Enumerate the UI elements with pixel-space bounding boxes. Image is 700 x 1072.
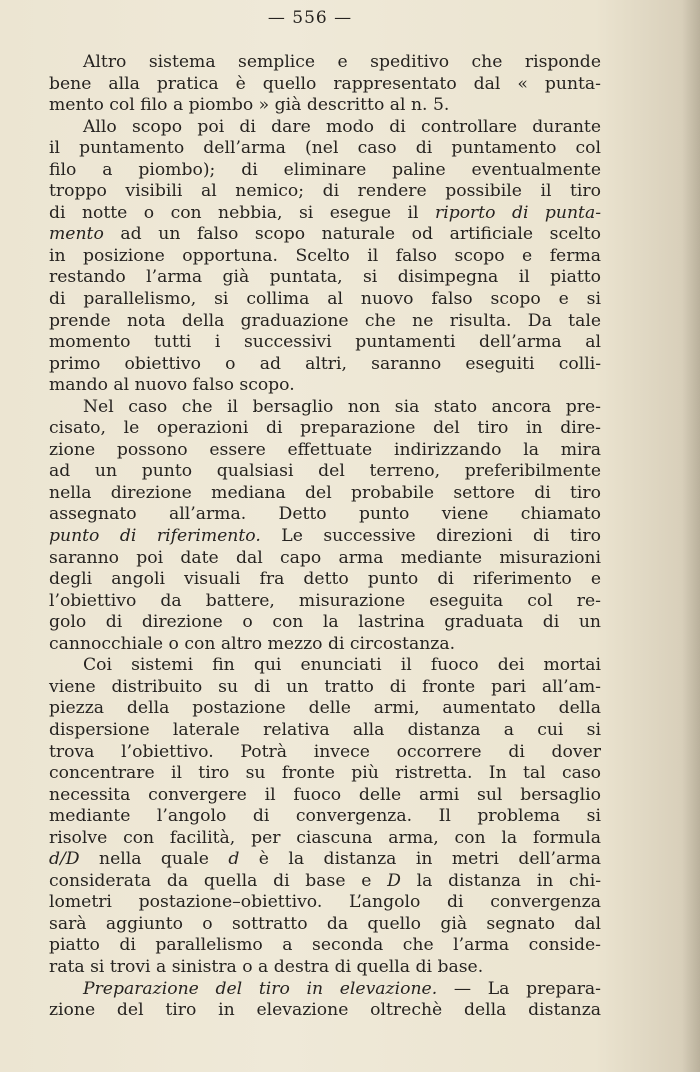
text-line: bene alla pratica è quello rappresentato dal « punta- xyxy=(49,73,601,94)
text-line: dispersione laterale relativa alla distanza a cui si xyxy=(49,719,601,740)
text-line: d/D nella quale d è la distanza in metri dell’arma xyxy=(49,849,601,870)
text-line: in posizione opportuna. Scelto il falso scopo e ferma xyxy=(49,245,601,266)
text-line: filo a piombo); di eliminare paline eventualmente xyxy=(49,159,601,180)
text-line: nella direzione mediana del probabile settore di tiro xyxy=(49,482,601,503)
page-number: — 556 — xyxy=(267,8,353,28)
text-line: zione del tiro in elevazione oltrechè della distanza xyxy=(49,1000,601,1021)
text-line: momento tutti i successivi puntamenti dell’arma al xyxy=(49,332,601,353)
paragraph xyxy=(49,979,601,1022)
text-line: concentrare il tiro su fronte più ristretta. In tal caso xyxy=(49,763,601,784)
text-line: zione possono essere effettuate indirizzando la mira xyxy=(49,439,601,460)
text-line: il puntamento dell’arma (nel caso di puntamento col xyxy=(49,138,601,159)
text-line: viene distribuito su di un tratto di fronte pari all’am- xyxy=(49,676,601,697)
text-line: assegnato all’arma. Detto punto viene chiamato xyxy=(49,504,601,525)
text-line: ad un punto qualsiasi del terreno, preferibilmente xyxy=(49,461,601,482)
text-line: degli angoli visuali fra detto punto di riferimento e xyxy=(49,569,601,590)
text-line: restando l’arma già puntata, si disimpegna il piatto xyxy=(49,267,601,288)
text-line: prende nota della graduazione che ne risulta. Da tale xyxy=(49,310,601,331)
text-line: primo obiettivo o ad altri, saranno eseguiti colli- xyxy=(49,353,601,374)
text-line: considerata da quella di base e D la distanza in chi- xyxy=(49,870,601,891)
formula-term: d/D xyxy=(49,849,80,870)
text-line: Nel caso che il bersaglio non sia stato ancora pre- xyxy=(83,396,601,417)
paragraph xyxy=(49,117,601,397)
text-line: Allo scopo poi di dare modo di controllare durante xyxy=(83,116,601,137)
body-text xyxy=(49,52,601,1022)
paragraph xyxy=(49,655,601,978)
section-heading: Preparazione del tiro in elevazione. xyxy=(83,978,438,999)
text-line: piatto di parallelismo a seconda che l’arma conside- xyxy=(49,935,601,956)
text-line: troppo visibili al nemico; di rendere possibile il tiro xyxy=(49,181,601,202)
text-line: piezza della postazione delle armi, aumentato della xyxy=(49,698,601,719)
formula-term: D xyxy=(387,870,401,891)
text-line: trova l’obiettivo. Potrà invece occorrere di dover xyxy=(49,741,601,762)
paragraph xyxy=(49,52,601,117)
text-line: di notte o con nebbia, si esegue il riporto di punta- xyxy=(49,202,601,223)
text-line: sarà aggiunto o sottratto da quello già segnato dal xyxy=(49,913,601,934)
text-line: rata si trovi a sinistra o a destra di quella di base. xyxy=(49,956,484,977)
paragraph xyxy=(49,397,601,656)
text-line: golo di direzione o con la lastrina graduata di un xyxy=(49,612,601,633)
text-line: cisato, le operazioni di preparazione del tiro in dire- xyxy=(49,418,601,439)
text-line: di parallelismo, si collima al nuovo falso scopo e si xyxy=(49,289,601,310)
italic-term: riporto di punta- xyxy=(434,202,601,223)
text-line: Preparazione del tiro in elevazione. — La prepara- xyxy=(83,978,601,999)
text-line: risolve con facilità, per ciascuna arma, con la formula xyxy=(49,827,601,848)
text-line: cannocchiale o con altro mezzo di circostanza. xyxy=(49,633,456,654)
text-line: Altro sistema semplice e speditivo che risponde xyxy=(83,52,601,72)
text-line: mediante l’angolo di convergenza. Il problema si xyxy=(49,806,601,827)
text-line: mando al nuovo falso scopo. xyxy=(49,375,295,396)
text-line: punto di riferimento. Le successive direzioni di tiro xyxy=(49,526,601,547)
text-line: mento ad un falso scopo naturale od artificiale scelto xyxy=(49,224,601,245)
text-line: Coi sistemi fin qui enunciati il fuoco dei mortai xyxy=(83,655,601,676)
page-edge-shadow xyxy=(682,0,700,1072)
italic-term: mento xyxy=(49,224,104,245)
text-line: saranno poi date dal capo arma mediante misurazioni xyxy=(49,547,601,568)
italic-term: punto di riferimento. xyxy=(49,526,261,547)
text-line: necessita convergere il fuoco delle armi sul bersaglio xyxy=(49,784,601,805)
formula-term: d xyxy=(228,849,240,870)
text-line: l’obiettivo da battere, misurazione eseguita col re- xyxy=(49,590,601,611)
text-line: lometri postazione–obiettivo. L’angolo di convergenza xyxy=(49,892,601,913)
text-line: mento col filo a piombo » già descritto al n. 5. xyxy=(49,95,450,116)
